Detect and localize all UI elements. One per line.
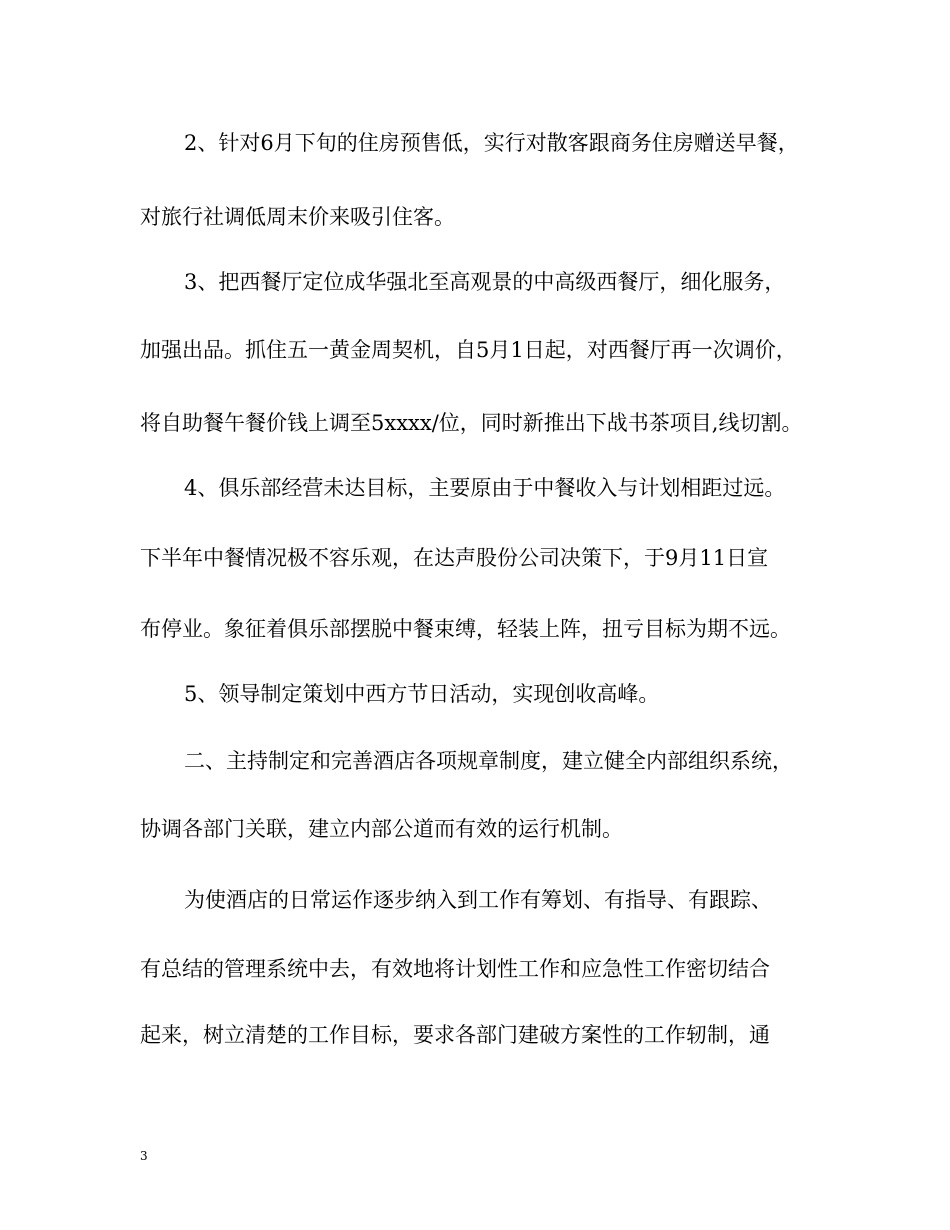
text-line: 3、把西餐厅定位成华强北至高观景的中高级西餐厅，细化服务， xyxy=(184,270,786,294)
text-line: 2、针对6月下旬的住房预售低，实行对散客跟商务住房赠送早餐， xyxy=(184,131,799,155)
text-line: 布停业。象征着俱乐部摆脱中餐束缚，轻装上阵，扭亏目标为期不远。 xyxy=(140,617,791,641)
text-line: 二、主持制定和完善酒店各项规章制度，建立健全内部组织系统， xyxy=(184,749,793,773)
text-line: 将自助餐午餐价钱上调至5xxxx/位，同时新推出下战书茶项目,线切割。 xyxy=(140,411,803,435)
text-line: 4、俱乐部经营未达目标，主要原由于中餐收入与计划相距过远。 xyxy=(184,476,786,500)
text-line: 起来，树立清楚的工作目标，要求各部门建破方案性的工作轫制，通 xyxy=(140,1023,770,1047)
text-line: 有总结的管理系统中去，有效地将计划性工作和应急性工作密切结合 xyxy=(140,957,770,981)
text-line: 对旅行社调低周末价来吸引住客。 xyxy=(140,205,455,229)
text-line: 协调各部门关联，建立内部公道而有效的运行机制。 xyxy=(140,817,623,841)
text-line: 加强出品。抓住五一黄金周契机，自5月1日起，对西餐厅再一次调价， xyxy=(140,338,797,362)
text-line: 5、领导制定策划中西方节日活动，实现创收高峰。 xyxy=(184,682,660,706)
text-line: 下半年中餐情况极不容乐观，在达声股份公司决策下，于9月11日宣 xyxy=(140,546,769,570)
page-number: 3 xyxy=(140,1149,148,1163)
text-line: 为使酒店的日常运作逐步纳入到工作有筹划、有指导、有跟踪、 xyxy=(184,888,772,912)
